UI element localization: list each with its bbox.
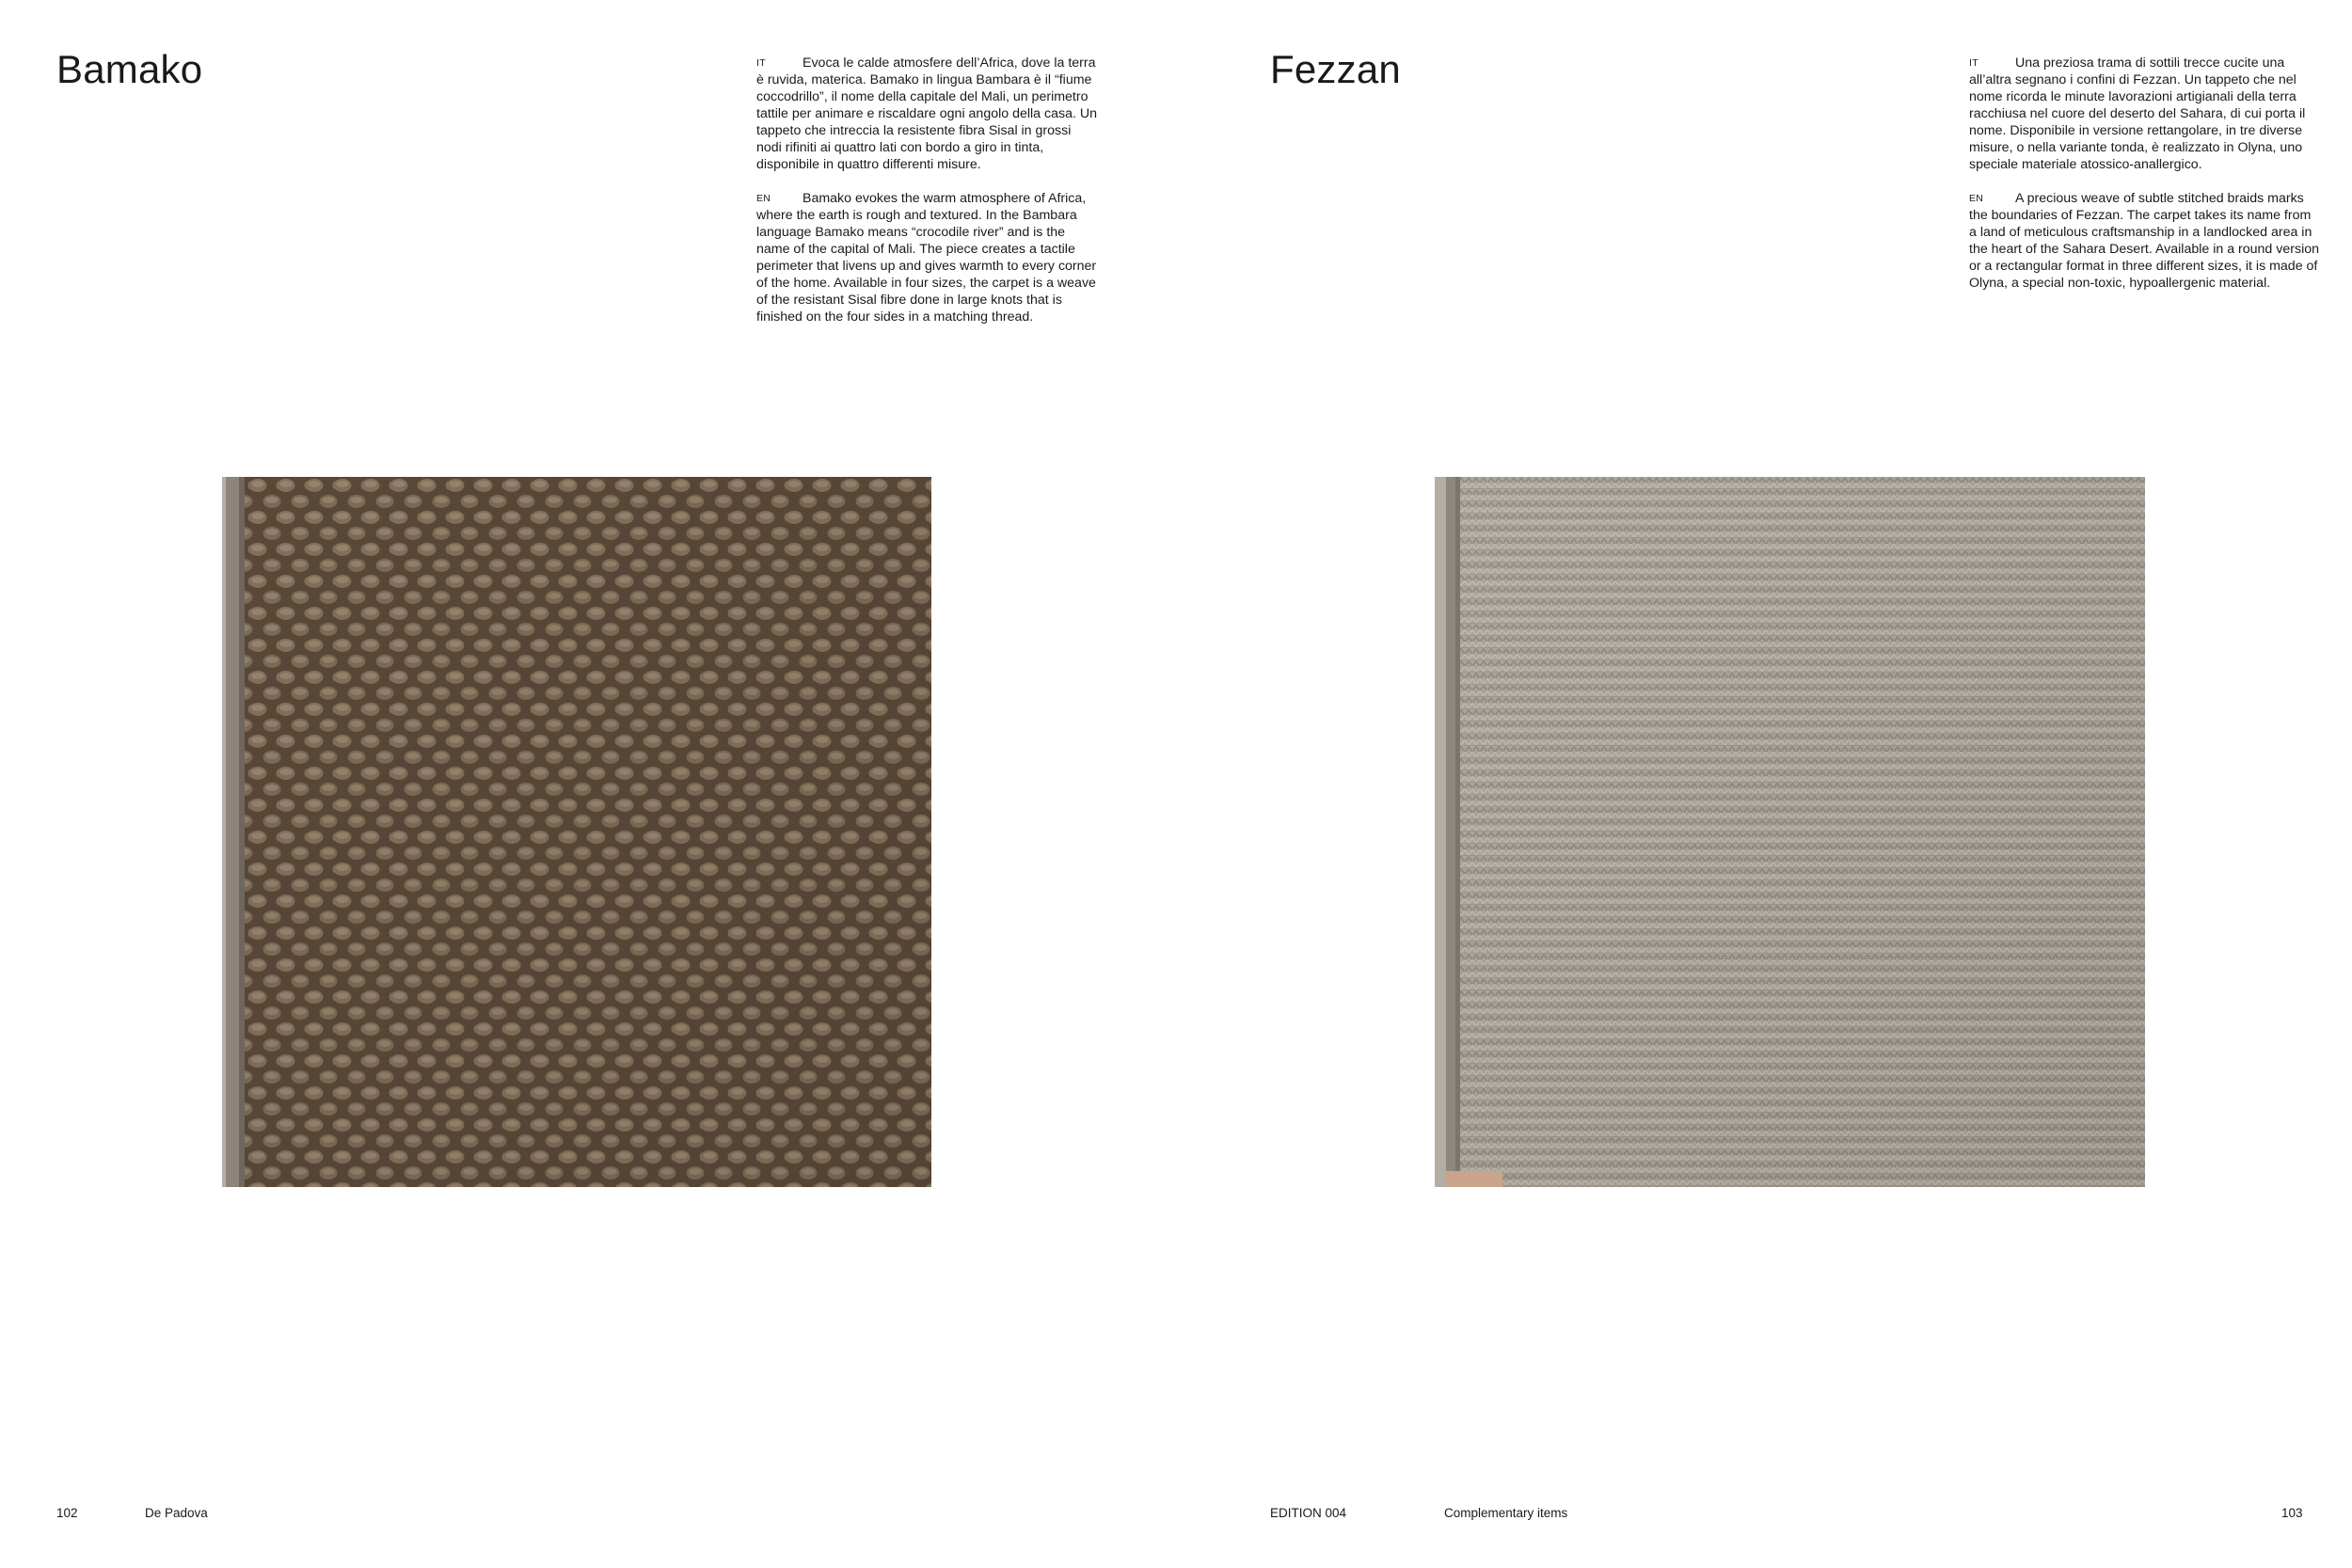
sisal-weave-swatch-icon xyxy=(222,477,931,1187)
edition-label: EDITION 004 xyxy=(1270,1506,1347,1520)
page-number: 103 xyxy=(2281,1506,2303,1520)
italian-paragraph xyxy=(1969,55,2319,173)
braided-weave-swatch-icon xyxy=(1435,477,2145,1187)
brand-name: De Padova xyxy=(145,1506,208,1520)
italian-text: Una preziosa trama di sottili trecce cucite una all’altra segnano i confini di Fezzan. Un tappeto che nel nome ricorda le minute lavorazioni artigianali della terra racchiusa nel cuore del deserto del Sahara, di cui porta il nome. Disponibile in versione rettangolare, in tre diverse misure, o nella variante tonda, è realizzato in Olyna, uno speciale materiale atossico-anallergico. xyxy=(1969,55,2306,172)
product-title-bamako: Bamako xyxy=(56,47,203,91)
section-label: Complementary items xyxy=(1444,1506,1568,1520)
language-tag-en: EN xyxy=(1969,193,1984,204)
italian-paragraph xyxy=(756,55,1100,173)
english-text: A precious weave of subtle stitched braids marks the boundaries of Fezzan. The carpet takes its name from a land of meticulous craftsmanship in a landlocked area in the heart of the Sahara Desert. Available in a round version or a rectangular format in three different sizes, it is made of Olyna, a special non-toxic, hypoallergenic material. xyxy=(1969,191,2319,291)
language-tag-it: IT xyxy=(1969,57,1979,69)
italian-text: Evoca le calde atmosfere dell’Africa, dove la terra è ruvida, materica. Bamako in lingua Bambara è il “fiume coccodrillo”, il nome della capitale del Mali, un perimetro tattile per animare e riscaldare ogni angolo della casa. Un tappeto che intreccia la resistente fibra Sisal in grossi nodi rifiniti ai quattro lati con bordo a giro in tinta, disponibile in quattro differenti misure. xyxy=(756,55,1097,172)
language-tag-en: EN xyxy=(756,193,771,204)
english-text: Bamako evokes the warm atmosphere of Africa, where the earth is rough and textured. In the Bambara language Bamako means “crocodile river” and is the name of the capital of Mali. The piece creates a tactile perimeter that livens up and gives warmth to every corner of the home. Available in four sizes, the carpet is a weave of the resistant Sisal fibre done in large knots that is finished on the four sides in a matching thread. xyxy=(756,191,1097,325)
braided-weave-swatch-image xyxy=(1435,477,2145,1187)
description-fezzan xyxy=(1969,55,2319,309)
language-tag-it: IT xyxy=(756,57,766,69)
right-page xyxy=(1176,0,2352,1568)
english-paragraph xyxy=(1969,190,2319,292)
description-bamako xyxy=(756,55,1100,342)
page-number: 102 xyxy=(56,1506,78,1520)
english-paragraph xyxy=(756,190,1100,325)
product-title-fezzan: Fezzan xyxy=(1270,47,1401,91)
sisal-weave-swatch-image xyxy=(222,477,931,1187)
